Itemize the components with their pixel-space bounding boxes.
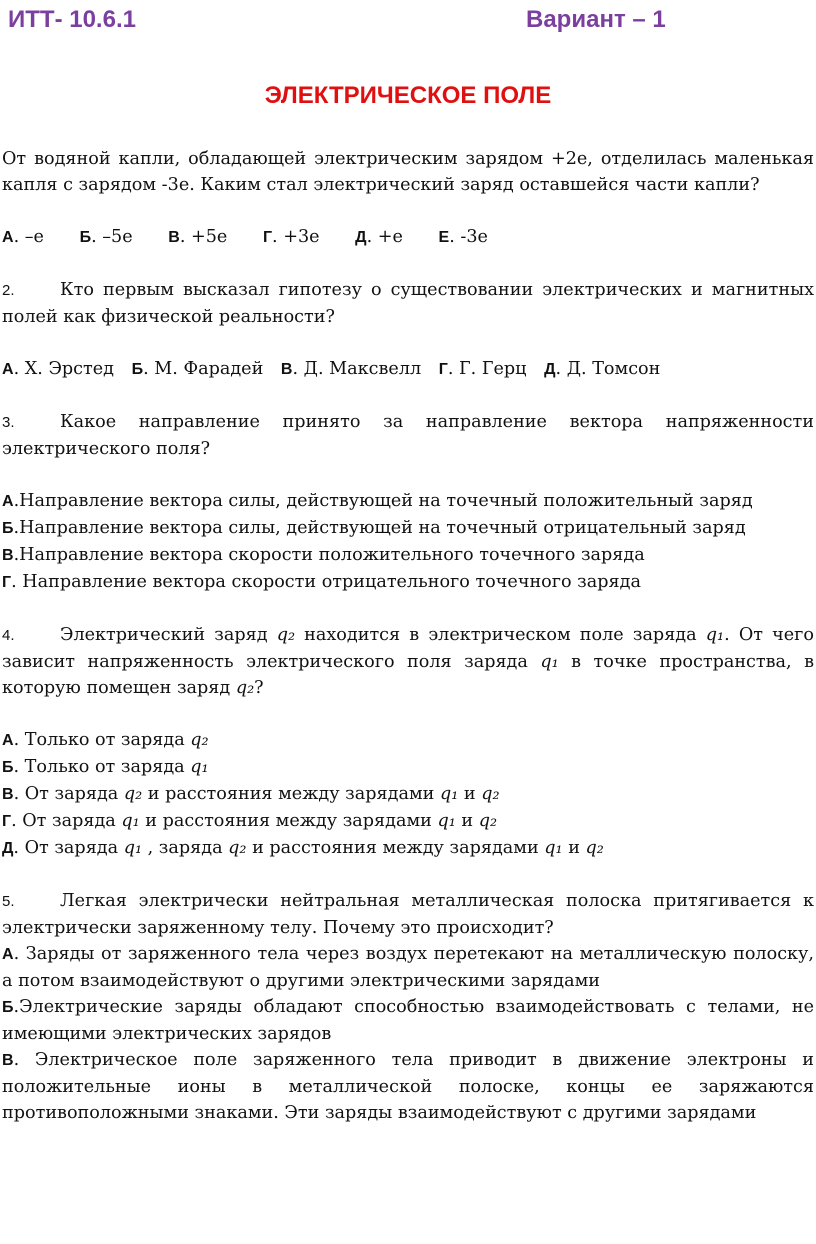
option: В. Электрическое поле заряженного тела приводит в движение электроны и положительные ионы в металлической полоске, концы ее заряжаются противоположными знаками. Эти заряды взаимодействуют с другими зарядами [2,1050,814,1123]
option: Д. От заряда q₁ , заряда q₂ и расстояния между зарядами q₁ и q₂ [2,838,604,858]
option: А. Заряды от заряженного тела через воздух перетекают на металлическую полоску, а потом взаимодействуют о другими электрическими зарядами [2,944,814,991]
question-number: 3. [2,414,15,431]
question-3: 3. Какое направление принято за направление вектора напряженности электрического поля? [2,412,814,459]
question-2-options [2,356,814,383]
variant-label: Вариант – 1 [526,6,666,33]
option: Г. От заряда q₁ и расстояния между зарядами q₁ и q₂ [2,811,498,831]
option: В. От заряда q₂ и расстояния между зарядами q₁ и q₂ [2,784,500,804]
option: Б. М. Фарадей [131,359,264,379]
question-2: 2. Кто первым высказал гипотезу о существовании электрических и магнитных полей как физической реальности? [2,280,814,327]
test-code: ИТТ- 10.6.1 [8,6,136,33]
option: Д. Д. Томсон [544,359,661,379]
page-title: ЭЛЕКТРИЧЕСКОЕ ПОЛЕ [264,82,552,109]
option: Б. –5е [79,227,133,247]
question-1-options [2,224,814,251]
questions [2,146,814,1126]
option: Е. -3е [438,227,488,247]
option: Г. +3е [262,227,320,247]
option: В. Д. Максвелл [280,359,422,379]
option: Г. Г. Герц [438,359,527,379]
option: В.Направление вектора скорости положительного точечного заряда [2,545,645,565]
question-4: 4. Электрический заряд q₂ находится в электрическом поле заряда q₁. От чего зависит напряженность электрического поля заряда q₁ в точке пространства, в которую помещен заряд q₂? [2,625,815,698]
question-number: 5. [2,893,15,910]
option: А. –е [2,227,44,247]
option: Д. +е [355,227,403,247]
question-5: 5. Легкая электрически нейтральная металлическая полоска притягивается к электрически заряженному телу. Почему это происходит? [2,891,814,938]
question-number: 4. [2,627,15,644]
option: Б.Электрические заряды обладают способностью взаимодействовать с телами, не имеющими электрических зарядов [2,997,814,1044]
option: А. Х. Эрстед [2,359,115,379]
option: А. Только от заряда q₂ [2,730,209,750]
option: В. +5е [168,227,228,247]
question-number: 2. [2,282,15,299]
option: Б.Направление вектора силы, действующей на точечный отрицательный заряд [2,518,746,538]
option: Б. Только от заряда q₁ [2,757,209,777]
header [8,6,808,36]
question-1: От водяной капли, обладающей электрическим зарядом +2е, отделилась маленькая капля с зарядом -3е. Каким стал электрический заряд оставшейся части капли? [2,149,814,195]
option: А.Направление вектора силы, действующей на точечный положительный заряд [2,491,753,511]
option: Г. Направление вектора скорости отрицательного точечного заряда [2,572,641,592]
